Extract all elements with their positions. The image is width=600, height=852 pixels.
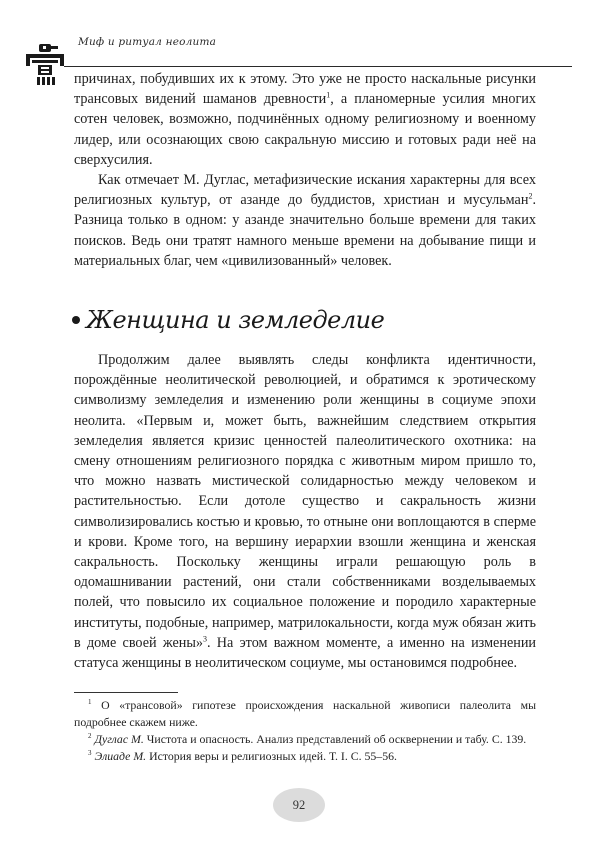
body-text-top [74, 69, 536, 271]
section-heading [72, 300, 532, 340]
section-title: Женщина и земледелие [86, 306, 385, 334]
running-title: Миф и ритуал неолита [78, 36, 217, 48]
footnotes [74, 697, 536, 765]
footnote-ref[interactable]: 1 [326, 90, 331, 100]
page-number-badge [273, 788, 325, 822]
footnote-ref[interactable]: 2 [528, 191, 533, 201]
footnote: $^1$ О «трансовой» гипотезе происхождения наскальной живописи палеолита мы подробнее скажем ниже. [74, 698, 536, 729]
header-rule [64, 66, 572, 67]
footnote: $^2$ Дуглас М. Чистота и опасность. Анализ представлений об осквернении и табу. С. 139. [88, 732, 527, 746]
bullet-icon [72, 316, 80, 324]
footnote-rule [74, 692, 178, 693]
page-number: 92 [292, 797, 306, 812]
footnote-ref[interactable]: 3 [202, 634, 207, 644]
body-text-main [74, 350, 536, 673]
paragraph: причинах, побудивших их к этому. Это уже не просто наскальные рисунки трансовых видений шаманов древности$^1$, а планомерные усилия многих сотен человек, возможно, подчинённых одному религиозному и военному лидер, или осознающих свою сакральную миссию и готовых ради неё на сверхусилия. [74, 71, 536, 168]
footnote: $^3$ Элиаде М. История веры и религиозных идей. Т. I. С. 55–56. [88, 749, 397, 763]
paragraph: Продолжим далее выявлять следы конфликта идентичности, порождённые неолитической революцией, и обратимся к эротическому символизму земледелия и изменению роли женщины в социуме эпохи неолита. «Первым и, может быть, важнейшим следствием открытия земледелия является кризис ценностей палеолитического охотника: на смену отношениям религиозного порядка с животным миром пришло то, что можно назвать мистической солидарностью между человеком и растительностью. Если дотоле существо и сакральность жизни символизировались костью и кровью, то отныне они воплощаются в сперме и крови. Кроме того, на вершину иерархии взошли женщина и женская сакральность. Поскольку женщины играли решающую роль в одомашнивании растений, они стали собственниками возделываемых полей, что повысило их социальное положение и породило характерные институты, подобные, например, матрилокальности, когда муж обязан жить в доме своей жены»$^3$. На этом важном моменте, а именно на изменении статуса женщины в неолитическом социуме, мы остановимся подробнее. [74, 352, 537, 672]
bird-emblem-icon [26, 42, 64, 86]
paragraph: Как отмечает М. Дуглас, метафизические искания характерны для всех религиозных культур, от азанде до буддистов, христиан и мусульман$^2$. Разница только в одном: у азанде значительно больше времени для таких поисков. Ведь они тратят намного меньше времени на добывание пищи и материальных благ, чем «цивилизованный» человек. [74, 172, 536, 269]
